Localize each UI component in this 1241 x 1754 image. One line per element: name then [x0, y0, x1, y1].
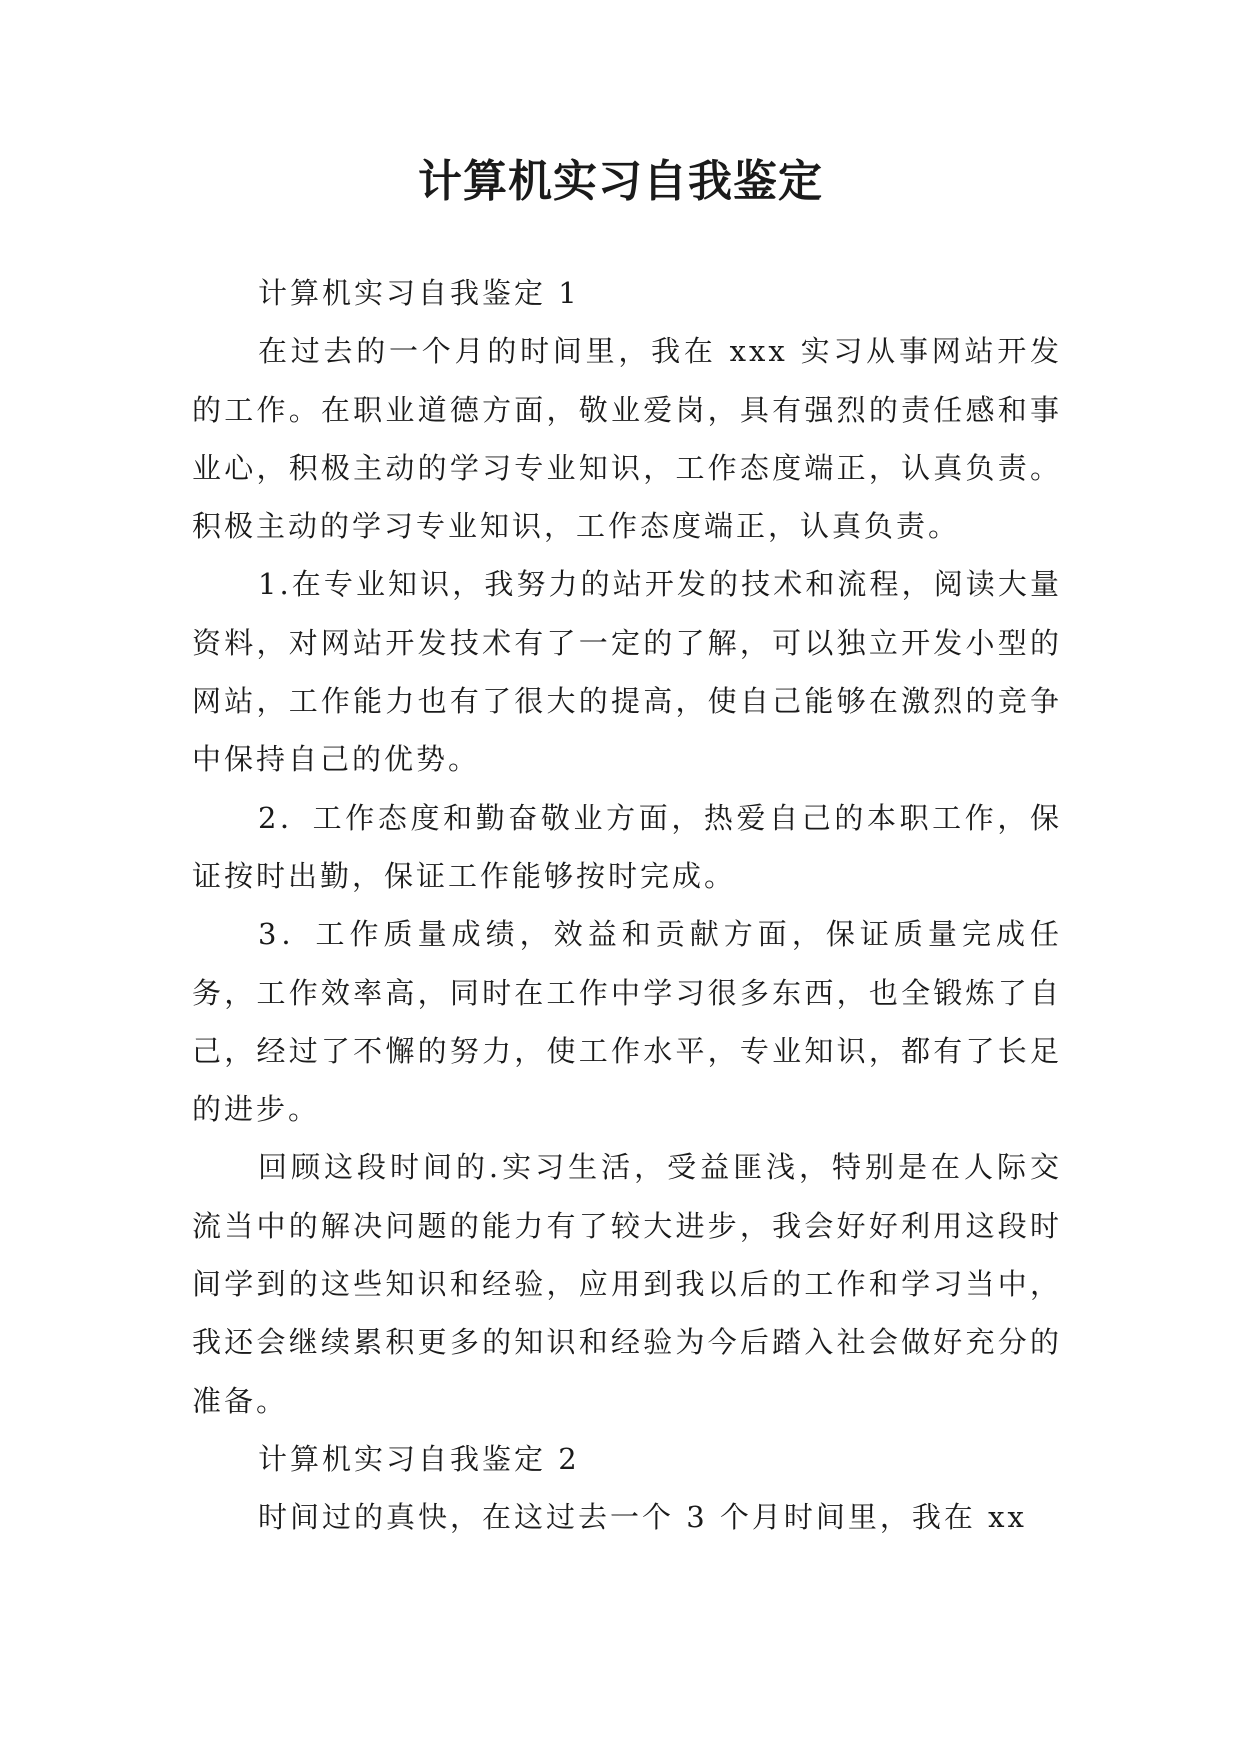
section-heading-2: 计算机实习自我鉴定 2 [258, 1441, 580, 1476]
section-heading-1: 计算机实习自我鉴定 1 [258, 276, 580, 310]
paragraph-point-3: 3．工作质量成绩，效益和贡献方面，保证质量完成任务，工作效率高，同时在工作中学习很多东西，也全锻炼了自己，经过了不懈的努力，使工作水平，专业知识，都有了长足的进步。 [192, 917, 1062, 1127]
paragraph-point-1: 1.在专业知识，我努力的站开发的技术和流程，阅读大量资料，对网站开发技术有了一定的了解，可以独立开发小型的网站，工作能力也有了很大的提高，使自己能够在激烈的竞争中保持自己的优势。 [192, 567, 1062, 777]
paragraph-point-2: 2．工作态度和勤奋敬业方面，热爱自己的本职工作，保证按时出勤，保证工作能够按时完成。 [192, 800, 1062, 893]
paragraph-intro: 在过去的一个月的时间里，我在 xxx 实习从事网站开发的工作。在职业道德方面，敬业爱岗，具有强烈的责任感和事业心，积极主动的学习专业知识，工作态度端正，认真负责。积极主动的学习专业知识，工作态度端正，认真负责。 [192, 334, 1062, 544]
document-title: 计算机实习自我鉴定 [418, 156, 823, 207]
document-body [192, 264, 1062, 1547]
paragraph-review: 回顾这段时间的.实习生活，受益匪浅，特别是在人际交流当中的解决问题的能力有了较大进步，我会好好利用这段时间学到的这些知识和经验，应用到我以后的工作和学习当中，我还会继续累积更多的知识和经验为今后踏入社会做好充分的准备。 [192, 1150, 1062, 1418]
paragraph-section-2-start: 时间过的真快，在这过去一个 3 个月时间里，我在 xx [258, 1500, 1027, 1535]
